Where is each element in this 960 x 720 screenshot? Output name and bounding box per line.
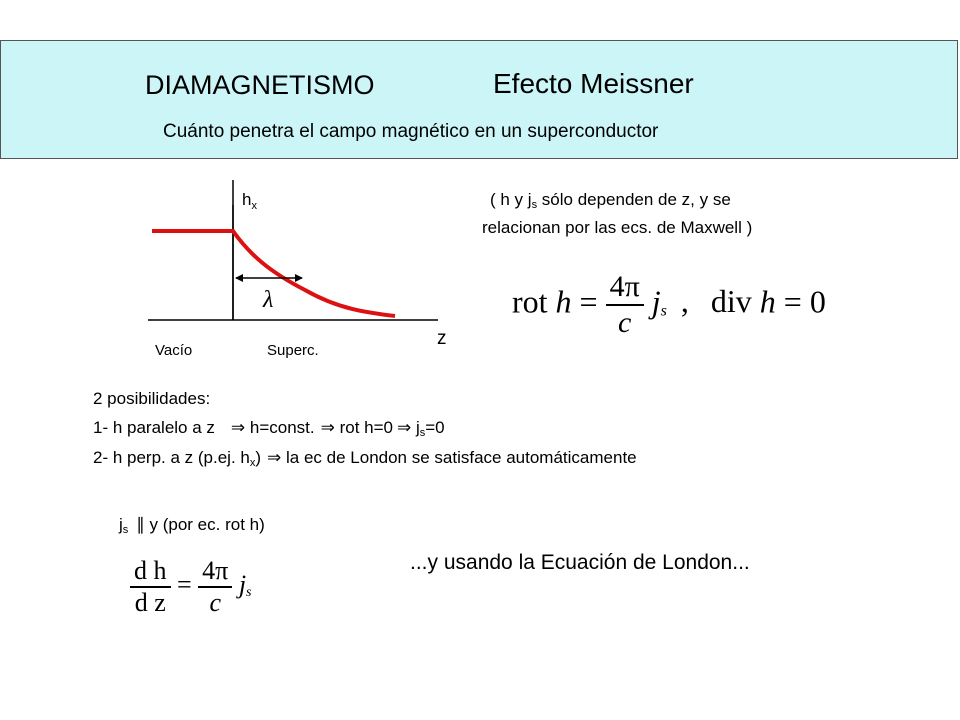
maxwell-equation: rot h = $\frac{4\pi}{c}$ $j_s$ , div h = 0	[512, 270, 826, 339]
penetration-graph	[140, 180, 470, 365]
page-title-secondary: Efecto Meissner	[493, 68, 694, 99]
page-title: DIAMAGNETISMO	[145, 70, 375, 100]
parallel-symbol-icon: ∥	[136, 515, 145, 534]
lambda-label: λ	[263, 287, 274, 313]
note-line-1: ( h y $j_s$ sólo dependen de z, y se	[490, 190, 731, 211]
field-decay-curve	[152, 231, 395, 316]
page-subtitle: Cuánto penetra el campo magnético en un superconductor	[163, 121, 659, 142]
possibility-1: 1- h paralelo a z ⇒ h=const. ⇒ rot h=0 ⇒ $j_s=0$	[93, 418, 445, 439]
london-intro: ...y usando la Ecuación de London...	[410, 551, 750, 574]
possibilities-heading: 2 posibilidades:	[93, 389, 211, 408]
region-vacuum-label: Vacío	[155, 342, 193, 359]
dh-dz-equation: $\frac{\text{d h}}{\text{d z}}$ = $\frac{4\pi}{c}$ $j_s$	[130, 556, 252, 618]
x-axis-label: z	[437, 328, 447, 349]
note-line-2: relacionan por las ecs. de Maxwell )	[482, 218, 753, 237]
possibility-2: 2- h perp. a z (p.ej. $h_x$) ⇒ la ec de London se satisface automáticamente	[93, 448, 637, 469]
y-axis-label: $h_x$	[242, 190, 257, 212]
implies-arrow-icon: ⇒	[230, 418, 246, 437]
region-superconductor-label: Superc.	[267, 342, 319, 359]
js-direction-line: $j_s$ ∥ y (por ec. rot h)	[119, 515, 265, 536]
implies-arrow-icon: ⇒	[267, 448, 282, 467]
